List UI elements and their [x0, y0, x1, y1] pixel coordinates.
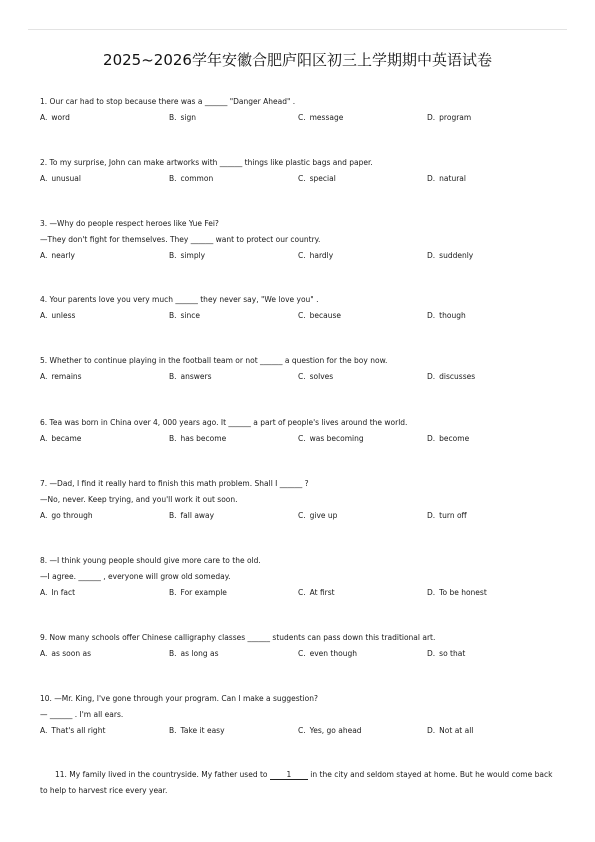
option-text: give up [309, 511, 338, 520]
answer-option-c[interactable] [298, 110, 343, 126]
option-letter: A. [40, 434, 48, 443]
option-letter: D. [427, 588, 436, 597]
option-letter: A. [40, 113, 48, 122]
question-4 [40, 292, 560, 324]
option-text: suddenly [439, 251, 474, 260]
option-letter: C. [298, 174, 306, 183]
option-text: unless [51, 311, 76, 320]
option-text: Take it easy [180, 726, 225, 735]
option-letter: A. [40, 726, 48, 735]
answer-option-d[interactable] [427, 585, 487, 601]
answer-option-c[interactable] [298, 308, 341, 324]
option-letter: D. [427, 174, 436, 183]
answer-option-d[interactable] [427, 646, 465, 662]
answer-option-b[interactable] [169, 646, 219, 662]
option-text: go through [51, 511, 93, 520]
question-stem-line: 8. —I think young people should give more care to the old. [40, 556, 261, 565]
answer-option-a[interactable] [40, 369, 82, 385]
option-text: since [180, 311, 201, 320]
option-text: unusual [51, 174, 81, 183]
question-stem-line: —I agree. ______ , everyone will grow old someday. [40, 572, 231, 581]
question-stem-line: — ______ . I'm all ears. [40, 710, 124, 719]
answer-option-a[interactable] [40, 508, 93, 524]
option-letter: A. [40, 511, 48, 520]
answer-option-a[interactable] [40, 308, 75, 324]
option-text: For example [180, 588, 227, 597]
answer-option-d[interactable] [427, 431, 469, 447]
option-letter: C. [298, 511, 306, 520]
question-stem-line: 6. Tea was born in China over 4, 000 years ago. It ______ a part of people's lives around the world. [40, 418, 408, 427]
option-letter: C. [298, 251, 306, 260]
option-letter: A. [40, 311, 48, 320]
option-letter: A. [40, 649, 48, 658]
answer-option-b[interactable] [169, 171, 213, 187]
question-stem-line: 5. Whether to continue playing in the football team or not ______ a question for the boy now. [40, 356, 388, 365]
answer-option-c[interactable] [298, 508, 337, 524]
answer-options [40, 248, 560, 264]
option-text: has become [180, 434, 227, 443]
option-letter: B. [169, 511, 177, 520]
option-letter: B. [169, 726, 177, 735]
option-letter: C. [298, 113, 306, 122]
answer-option-b[interactable] [169, 110, 196, 126]
answer-option-c[interactable] [298, 646, 357, 662]
option-text: simply [180, 251, 206, 260]
option-letter: C. [298, 434, 306, 443]
reading-passage [40, 767, 560, 799]
answer-options [40, 110, 560, 126]
answer-options [40, 585, 560, 601]
option-text: because [309, 311, 341, 320]
option-text: discusses [439, 372, 476, 381]
question-7 [40, 476, 560, 524]
passage-line-1 [40, 767, 560, 783]
answer-option-a[interactable] [40, 248, 75, 264]
answer-option-c[interactable] [298, 585, 335, 601]
answer-option-b[interactable] [169, 585, 227, 601]
option-text: sign [180, 113, 197, 122]
option-text: Yes, go ahead [309, 726, 362, 735]
passage-text-after: in the city and seldom stayed at home. But he would come back [310, 770, 553, 779]
option-text: nearly [51, 251, 75, 260]
answer-option-d[interactable] [427, 171, 466, 187]
answer-option-a[interactable] [40, 723, 105, 739]
option-text: word [51, 113, 70, 122]
option-letter: B. [169, 649, 177, 658]
option-text: To be honest [439, 588, 487, 597]
question-stem-line: 7. —Dad, I find it really hard to finish this math problem. Shall I ______ ? [40, 479, 309, 488]
option-letter: D. [427, 434, 436, 443]
answer-options [40, 369, 560, 385]
answer-option-d[interactable] [427, 723, 473, 739]
option-text: natural [439, 174, 466, 183]
question-9 [40, 630, 560, 662]
answer-option-b[interactable] [169, 723, 225, 739]
question-10 [40, 691, 560, 739]
option-text: even though [309, 649, 357, 658]
option-text: though [439, 311, 466, 320]
passage-text-before: 11. My family lived in the countryside. My father used to [55, 770, 268, 779]
option-text: so that [439, 649, 466, 658]
answer-option-a[interactable] [40, 646, 91, 662]
question-stem-line: 1. Our car had to stop because there was a ______ "Danger Ahead" . [40, 97, 296, 106]
answer-options [40, 646, 560, 662]
answer-option-c[interactable] [298, 248, 333, 264]
question-stem-line: 4. Your parents love you very much ______ they never say, "We love you" . [40, 295, 319, 304]
answer-option-c[interactable] [298, 723, 362, 739]
option-letter: D. [427, 311, 436, 320]
question-5 [40, 353, 560, 385]
option-text: hardly [309, 251, 334, 260]
answer-option-d[interactable] [427, 508, 467, 524]
option-letter: A. [40, 588, 48, 597]
option-text: message [309, 113, 344, 122]
answer-options [40, 308, 560, 324]
passage-blank-1[interactable]: 1 [270, 770, 308, 780]
option-letter: B. [169, 174, 177, 183]
answer-options [40, 508, 560, 524]
option-letter: C. [298, 372, 306, 381]
option-letter: A. [40, 174, 48, 183]
option-letter: B. [169, 311, 177, 320]
answer-option-c[interactable] [298, 431, 364, 447]
answer-option-c[interactable] [298, 171, 336, 187]
option-letter: C. [298, 726, 306, 735]
answer-options [40, 171, 560, 187]
option-text: became [51, 434, 82, 443]
question-stem-line: 10. —Mr. King, I've gone through your program. Can I make a suggestion? [40, 694, 318, 703]
option-text: was becoming [309, 434, 364, 443]
option-letter: B. [169, 372, 177, 381]
question-stem-line: —No, never. Keep trying, and you'll work it out soon. [40, 495, 238, 504]
option-letter: B. [169, 588, 177, 597]
answer-option-d[interactable] [427, 110, 471, 126]
option-text: special [309, 174, 336, 183]
passage-line-2: to help to harvest rice every year. [40, 786, 168, 795]
answer-option-b[interactable] [169, 431, 226, 447]
answer-options [40, 723, 560, 739]
option-letter: C. [298, 588, 306, 597]
option-text: program [439, 113, 472, 122]
question-stem-line: 2. To my surprise, John can make artworks with ______ things like plastic bags and paper. [40, 158, 373, 167]
option-text: At first [309, 588, 335, 597]
question-8 [40, 553, 560, 601]
option-letter: D. [427, 511, 436, 520]
option-letter: B. [169, 434, 177, 443]
option-letter: B. [169, 251, 177, 260]
answer-option-b[interactable] [169, 369, 212, 385]
answer-option-d[interactable] [427, 308, 466, 324]
question-6 [40, 415, 560, 447]
option-text: answers [180, 372, 212, 381]
question-stem-line: 9. Now many schools offer Chinese calligraphy classes ______ students can pass down this traditional art. [40, 633, 436, 642]
question-3 [40, 216, 560, 264]
option-text: In fact [51, 588, 76, 597]
page-title: 2025~2026学年安徽合肥庐阳区初三上学期期中英语试卷 [103, 51, 492, 69]
answer-option-a[interactable] [40, 585, 75, 601]
question-2 [40, 155, 560, 187]
option-letter: B. [169, 113, 177, 122]
option-letter: D. [427, 372, 436, 381]
question-stem-line: 3. —Why do people respect heroes like Yue Fei? [40, 219, 219, 228]
option-text: become [439, 434, 470, 443]
answer-option-a[interactable] [40, 110, 70, 126]
option-letter: C. [298, 649, 306, 658]
option-text: That's all right [51, 726, 106, 735]
question-stem-line: —They don't fight for themselves. They ______ want to protect our country. [40, 235, 321, 244]
option-text: turn off [439, 511, 467, 520]
option-letter: D. [427, 649, 436, 658]
option-text: common [180, 174, 214, 183]
option-text: solves [309, 372, 334, 381]
question-1 [40, 94, 560, 126]
option-text: remains [51, 372, 82, 381]
answer-option-b[interactable] [169, 508, 214, 524]
option-text: fall away [180, 511, 215, 520]
answer-option-b[interactable] [169, 248, 205, 264]
option-letter: C. [298, 311, 306, 320]
option-text: Not at all [439, 726, 474, 735]
option-letter: A. [40, 251, 48, 260]
option-text: as soon as [51, 649, 92, 658]
option-letter: D. [427, 113, 436, 122]
answer-option-d[interactable] [427, 248, 473, 264]
option-letter: D. [427, 251, 436, 260]
answer-option-a[interactable] [40, 171, 81, 187]
option-text: as long as [180, 649, 219, 658]
answer-option-a[interactable] [40, 431, 81, 447]
option-letter: D. [427, 726, 436, 735]
top-divider [28, 29, 567, 30]
answer-option-b[interactable] [169, 308, 200, 324]
answer-options [40, 431, 560, 447]
answer-option-d[interactable] [427, 369, 475, 385]
answer-option-c[interactable] [298, 369, 333, 385]
option-letter: A. [40, 372, 48, 381]
